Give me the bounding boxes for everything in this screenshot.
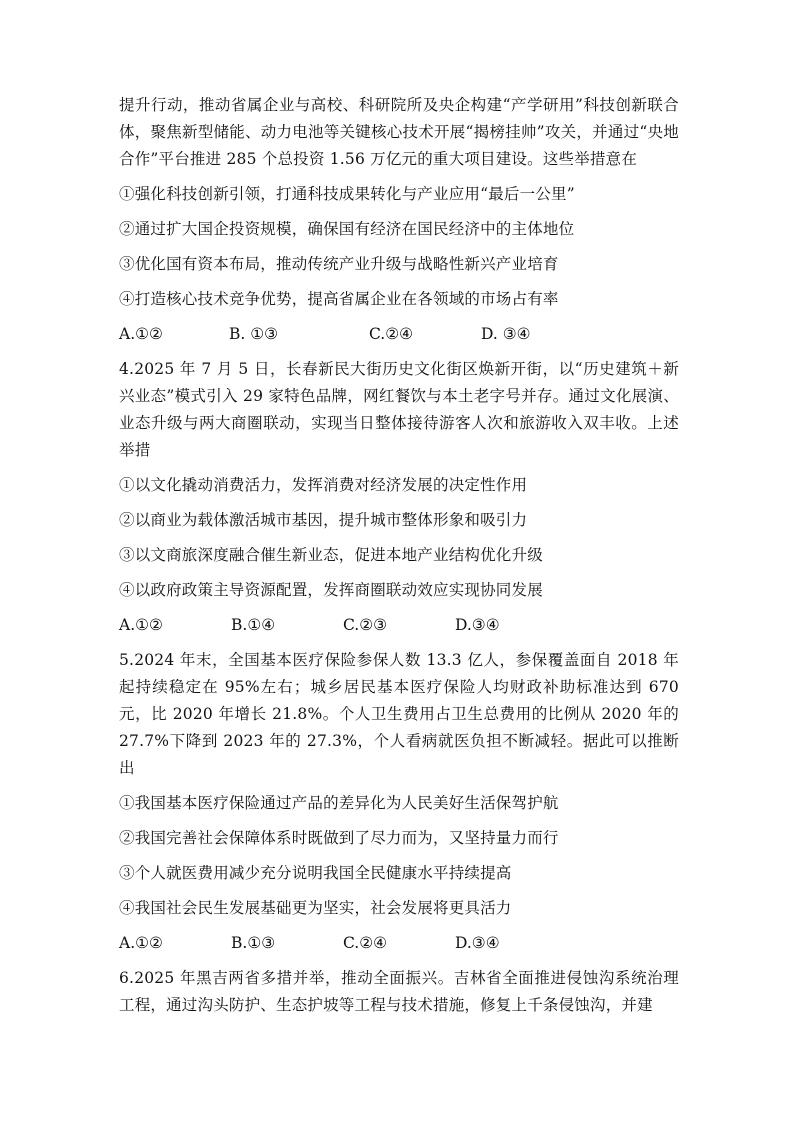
question-content [119, 92, 679, 1019]
q4-option-3: ③以文商旅深度融合催生新业态，促进本地产业结构优化升级 [119, 546, 543, 564]
q3-choice-a: A.①② [119, 325, 163, 343]
q4-choice-c: C.②③ [343, 616, 388, 634]
q3-choice-b: B. ①③ [229, 325, 279, 343]
q4-option-2: ②以商业为载体激活城市基因，提升城市整体形象和吸引力 [119, 511, 528, 529]
q3-option-4: ④打造核心技术竞争优势，提高省属企业在各领域的市场占有率 [119, 290, 559, 308]
q5-choice-a: A.①② [119, 934, 163, 952]
q3-choice-d: D. ③④ [481, 325, 531, 343]
q3-option-2: ②通过扩大国企投资规模，确保国有经济在国民经济中的主体地位 [119, 220, 575, 238]
q5-option-4: ④我国社会民生发展基础更为坚实，社会发展将更具活力 [119, 899, 512, 917]
q5-choice-d: D.③④ [455, 934, 500, 952]
q5-option-2: ②我国完善社会保障体系时既做到了尽力而为，又坚持量力而行 [119, 829, 559, 847]
q5-option-1: ①我国基本医疗保险通过产品的差异化为人民美好生活保驾护航 [119, 794, 559, 812]
q3-choice-c: C.②④ [369, 325, 414, 343]
q4-choice-d: D.③④ [455, 616, 500, 634]
q5-option-3: ③个人就医费用减少充分说明我国全民健康水平持续提高 [119, 864, 512, 882]
q5-choice-b: B.①③ [231, 934, 276, 952]
q4-option-4: ④以政府政策主导资源配置，发挥商圈联动效应实现协同发展 [119, 581, 543, 599]
q3-choices [119, 321, 679, 348]
q5-choice-c: C.②④ [343, 934, 388, 952]
q4-choices [119, 612, 679, 639]
q3-stem: 提升行动，推动省属企业与高校、科研院所及央企构建“产学研用”科技创新联合体，聚焦新型储能、动力电池等关键核心技术开展“揭榜挂帅”攻关，并通过“央地合作”平台推进 285 个总投资 1.56 万亿元的重大项目建设。这些举措意在 [119, 96, 679, 168]
q3-option-3: ③优化国有资本布局，推动传统产业升级与战略性新兴产业培育 [119, 255, 559, 273]
q5-choices [119, 930, 679, 957]
q4-stem: 4.2025 年 7 月 5 日，长春新民大街历史文化街区焕新开街，以“历史建筑＋新兴业态”模式引入 29 家特色品牌，网红餐饮与本土老字号并存。通过文化展演、业态升级与两大商圈联动，实现当日整体接待游客人次和旅游收入双丰收。上述举措 [119, 360, 679, 459]
q6-stem: 6.2025 年黑吉两省多措并举，推动全面振兴。吉林省全面推进侵蚀沟系统治理工程，通过沟头防护、生态护坡等工程与技术措施，修复上千条侵蚀沟，并建 [119, 969, 679, 1014]
q5-stem: 5.2024 年末，全国基本医疗保险参保人数 13.3 亿人，参保覆盖面自 2018 年起持续稳定在 95%左右；城乡居民基本医疗保险人均财政补助标准达到 670 元，比 2020 年增长 21.8%。个人卫生费用占卫生总费用的比例从 2020 年的 27.7%下降到 2023 年的 27.3%，个人看病就医负担不断减轻。据此可以推断出 [119, 651, 679, 777]
q4-choice-b: B.①④ [231, 616, 276, 634]
q4-option-1: ①以文化撬动消费活力，发挥消费对经济发展的决定性作用 [119, 476, 528, 494]
q3-option-1: ①强化科技创新引领，打通科技成果转化与产业应用“最后一公里” [119, 185, 575, 203]
q4-choice-a: A.①② [119, 616, 163, 634]
